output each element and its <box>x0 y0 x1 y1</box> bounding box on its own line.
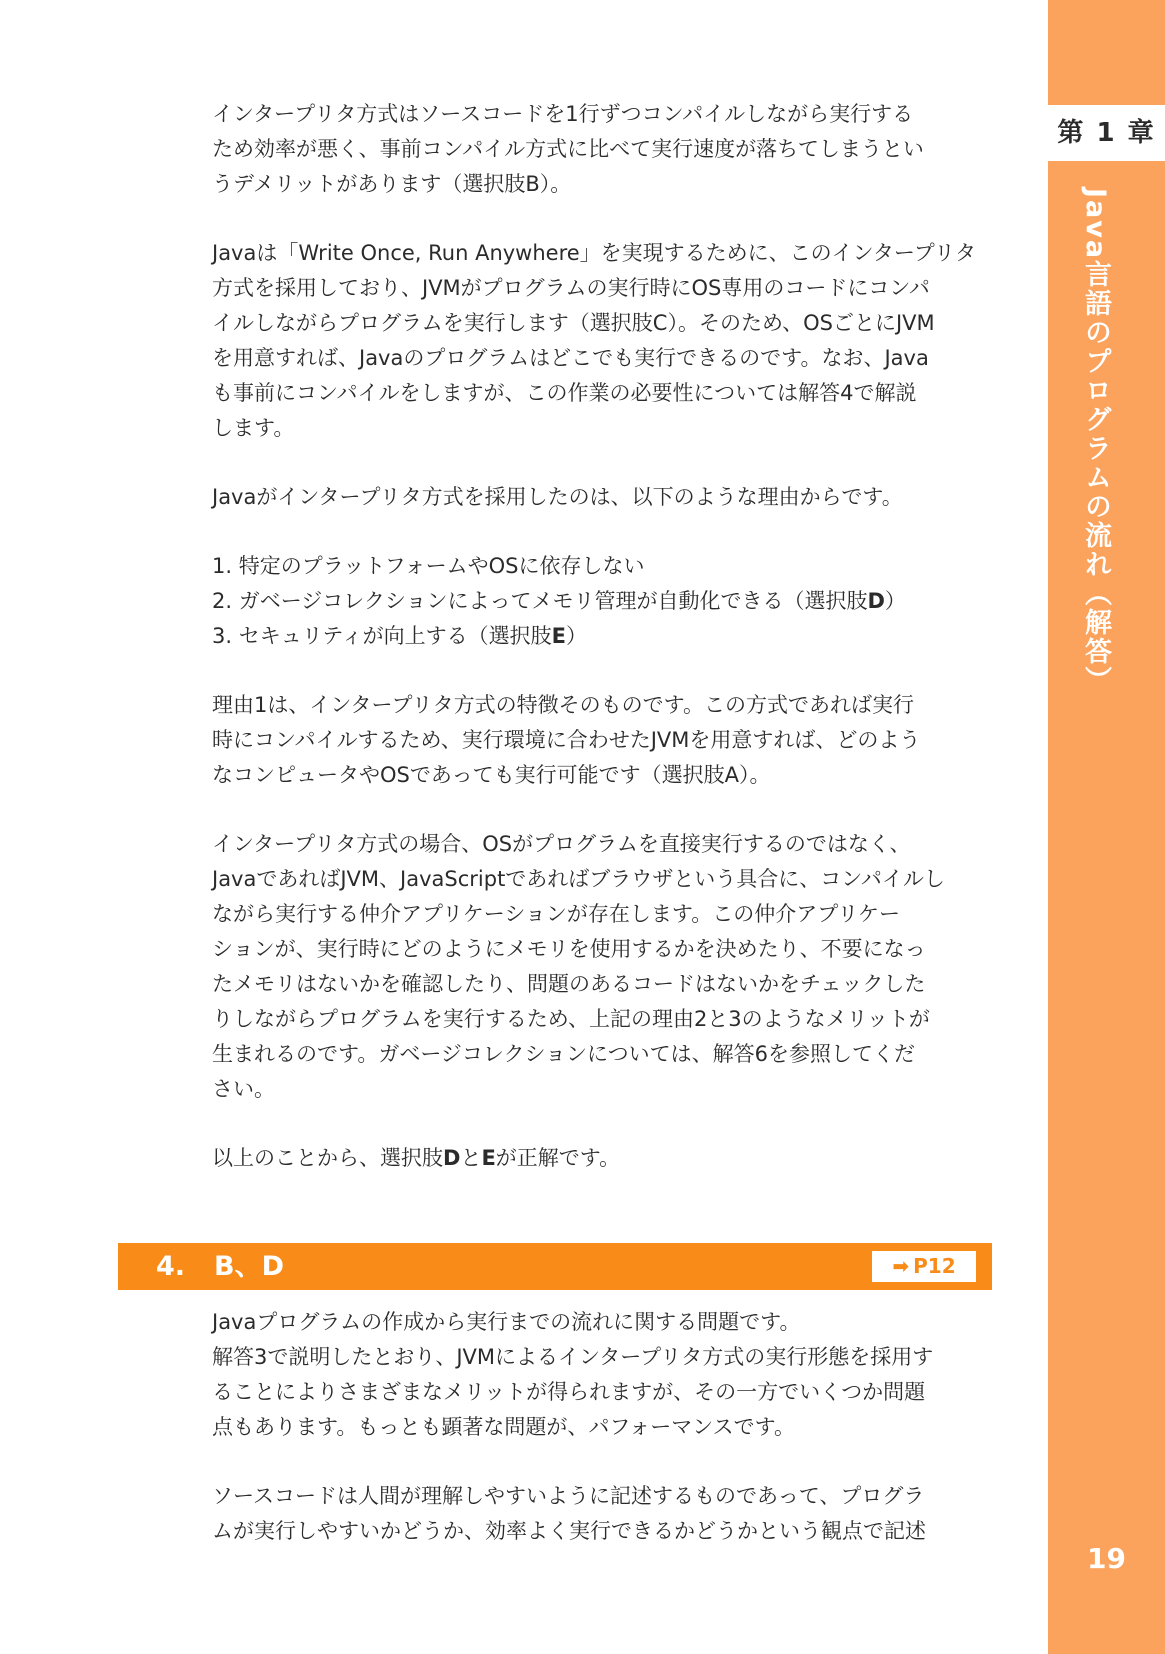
text-line: インタープリタ方式はソースコードを1行ずつコンパイルしながら実行する <box>212 102 914 126</box>
conclusion-text: と <box>460 1146 482 1170</box>
text-line: ながら実行する仲介アプリケーションが存在します。この仲介アプリケー <box>212 902 900 926</box>
text-line: Javaがインタープリタ方式を採用したのは、以下のような理由からです。 <box>212 485 903 509</box>
chapter-title: Java言語のプログラムの流れ（解答） <box>1080 188 1111 696</box>
list-item <box>212 584 1012 619</box>
text-line: 解答3で説明したとおり、JVMによるインタープリタ方式の実行形態を採用す <box>212 1345 934 1369</box>
text-line: 理由1は、インタープリタ方式の特徴そのものです。この方式であれば実行 <box>212 693 914 717</box>
text-line: も事前にコンパイルをしますが、この作業の必要性については解答4で解説 <box>212 381 917 405</box>
paragraph-reason-one <box>212 688 1012 793</box>
chapter-side-tab <box>1048 0 1165 1654</box>
text-line: 点もあります。もっとも顕著な問題が、パフォーマンスです。 <box>212 1415 795 1439</box>
text-line: さい。 <box>212 1077 275 1101</box>
answer-body <box>212 1305 1012 1583</box>
list-item-text: 3. セキュリティが向上する（選択肢 <box>212 624 552 648</box>
list-item-text: 1. 特定のプラットフォームやOSに依存しない <box>212 554 645 578</box>
text-line: ため効率が悪く、事前コンパイル方式に比べて実行速度が落ちてしまうとい <box>212 137 924 161</box>
text-line: ソースコードは人間が理解しやすいように記述するものであって、プログラ <box>212 1484 925 1508</box>
list-item-text: ） <box>884 589 906 613</box>
chapter-label: 第 1 章 <box>1048 105 1165 161</box>
paragraph-performance-problem <box>212 1305 1012 1445</box>
text-line: ムが実行しやすいかどうか、効率よく実行できるかどうかという観点で記述 <box>212 1519 926 1543</box>
conclusion-text: が正解です。 <box>495 1146 621 1170</box>
text-line: Javaは「Write Once, Run Anywhere」を実現するために、このインタープリタ <box>212 241 976 265</box>
text-line: 時にコンパイルするため、実行環境に合わせたJVMを用意すれば、どのよう <box>212 728 921 752</box>
choice-letter: E <box>481 1146 496 1170</box>
page-reference <box>872 1251 976 1282</box>
answer-number: 4. <box>156 1251 186 1282</box>
list-item-text: 2. ガベージコレクションによってメモリ管理が自動化できる（選択肢 <box>212 589 868 613</box>
arrow-right-icon: ➡ <box>892 1254 910 1278</box>
paragraph-write-once <box>212 236 1012 446</box>
explanation-body <box>212 97 1012 1210</box>
page-reference-label: P12 <box>913 1254 956 1278</box>
text-line: なコンピュータやOSであっても実行可能です（選択肢A）。 <box>212 763 771 787</box>
choice-letter: D <box>443 1146 461 1170</box>
text-line: イルしながらプログラムを実行します（選択肢C）。そのため、OSごとにJVM <box>212 311 935 335</box>
page-number: 19 <box>1087 1542 1126 1575</box>
list-item <box>212 619 1012 654</box>
text-line <box>212 1141 1012 1176</box>
text-line: たメモリはないかを確認したり、問題のあるコードはないかをチェックした <box>212 972 926 996</box>
conclusion-text: 以上のことから、選択肢 <box>212 1146 443 1170</box>
paragraph-reasons-intro <box>212 480 1012 515</box>
text-line: JavaであればJVM、JavaScriptであればブラウザという具合に、コンパイルし <box>212 867 945 891</box>
choice-letter: E <box>551 624 566 648</box>
paragraph-conclusion <box>212 1141 1012 1176</box>
list-item <box>212 549 1012 584</box>
answer-value: B、D <box>214 1251 284 1282</box>
paragraph-interpreter-demerit <box>212 97 1012 202</box>
text-line: うデメリットがあります（選択肢B）。 <box>212 172 572 196</box>
text-line: ションが、実行時にどのようにメモリを使用するかを決めたり、不要になっ <box>212 937 926 961</box>
text-line: インタープリタ方式の場合、OSがプログラムを直接実行するのではなく、 <box>212 832 911 856</box>
text-line: 生まれるのです。ガベージコレクションについては、解答6を参照してくだ <box>212 1042 915 1066</box>
text-line: します。 <box>212 416 295 440</box>
paragraph-source-code <box>212 1479 1012 1549</box>
text-line: Javaプログラムの作成から実行までの流れに関する問題です。 <box>212 1310 801 1334</box>
answer-header-bar <box>118 1243 992 1290</box>
text-line: 方式を採用しており、JVMがプログラムの実行時にOS専用のコードにコンパ <box>212 276 930 300</box>
paragraph-intermediary-app <box>212 827 1012 1107</box>
reasons-list <box>212 549 1012 654</box>
choice-letter: D <box>867 589 885 613</box>
text-line: を用意すれば、Javaのプログラムはどこでも実行できるのです。なお、Java <box>212 346 929 370</box>
text-line: りしながらプログラムを実行するため、上記の理由2と3のようなメリットが <box>212 1007 930 1031</box>
text-line: ることによりさまざまなメリットが得られますが、その一方でいくつか問題 <box>212 1380 926 1404</box>
list-item-text: ） <box>565 624 587 648</box>
